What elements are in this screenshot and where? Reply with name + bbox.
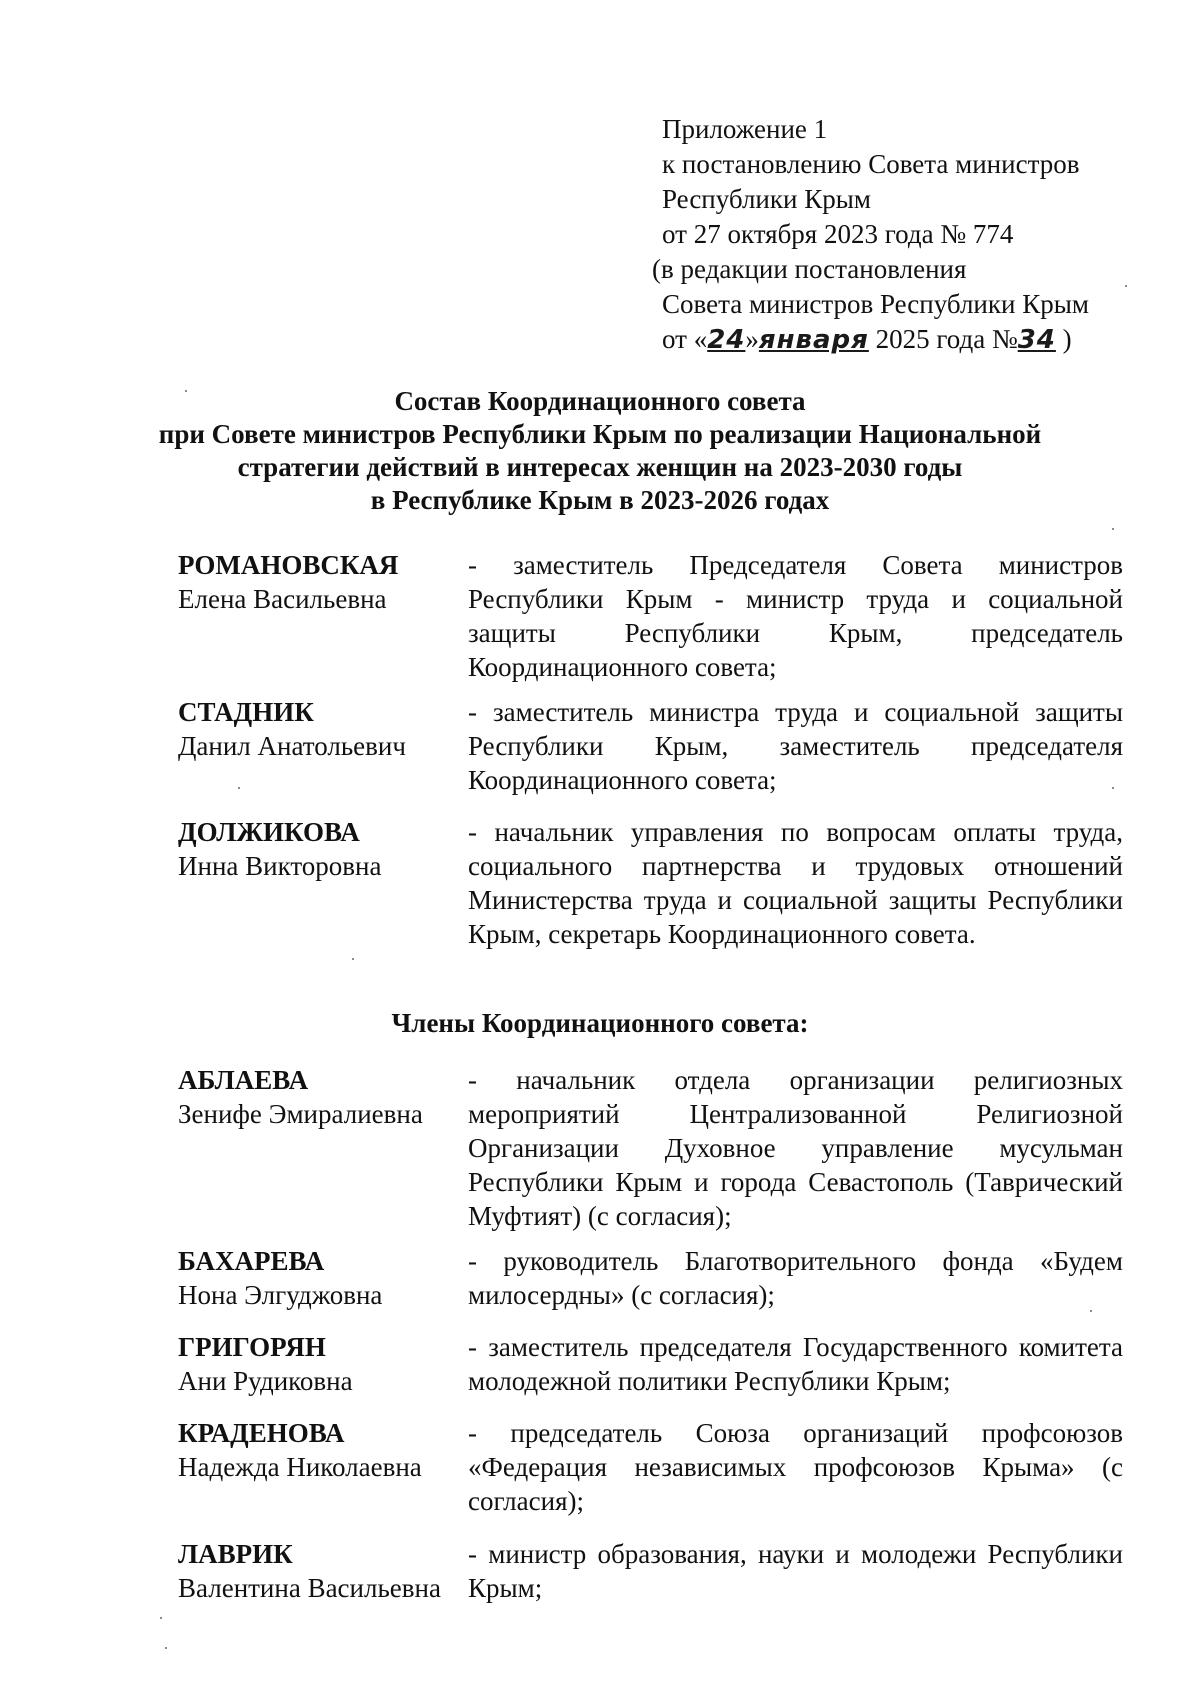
member-name — [178, 815, 468, 883]
member-entry — [178, 815, 1123, 951]
handwritten-month: января — [758, 325, 869, 355]
member-entry — [178, 695, 1123, 797]
member-role: - заместитель председателя Государственного комитета молодежной политики Республики Крым; — [468, 1332, 1123, 1396]
member-role: - заместитель министра труда и социальной защиты Республики Крым, заместитель председателя Координационного совета; — [468, 697, 1123, 795]
date-prefix: от « — [662, 324, 708, 354]
member-given-name: Инна Викторовна — [178, 851, 382, 881]
member-role: - начальник управления по вопросам оплаты труда, социального партнерства и трудовых отношений Министерства труда и социальной защиты Республики Крым, секретарь Координационного совета. — [468, 817, 1123, 949]
handwritten-day: 24 — [707, 325, 746, 355]
member-given-name: Ани Рудиковна — [178, 1366, 353, 1396]
handwritten-number: 34 — [1017, 325, 1056, 355]
scan-speck — [352, 958, 354, 960]
member-role: - председатель Союза организаций профсоюзов «Федерация независимых профсоюзов Крыма» (с согласия); — [468, 1418, 1123, 1516]
member-name — [178, 1063, 468, 1131]
member-surname: ГРИГОРЯН — [178, 1332, 326, 1362]
member-given-name: Нона Элгуджовна — [178, 1280, 383, 1310]
date-mid: » — [745, 324, 759, 354]
member-given-name: Зенифе Эмиралиевна — [178, 1099, 423, 1129]
date-year: 2025 года № — [868, 324, 1018, 354]
member-entry — [178, 1244, 1123, 1312]
member-name — [178, 1416, 468, 1484]
member-name — [178, 1244, 468, 1312]
date-suffix: ) — [1055, 324, 1072, 354]
member-role: - руководитель Благотворительного фонда «Будем милосердны» (с согласия); — [468, 1246, 1123, 1310]
scan-speck — [238, 787, 240, 789]
appendix-line: Приложение 1 — [662, 114, 828, 144]
members-heading: Члены Координационного совета: — [391, 1008, 809, 1038]
scan-speck — [1112, 787, 1114, 789]
member-surname: КРАДЕНОВА — [178, 1418, 345, 1448]
member-given-name: Валентина Васильевна — [178, 1573, 441, 1603]
scan-speck — [1090, 1310, 1092, 1312]
member-given-name: Елена Васильевна — [178, 584, 387, 614]
title-line: в Республике Крым в 2023-2026 годах — [370, 485, 830, 515]
document-title — [150, 385, 1050, 517]
appendix-date-line — [662, 322, 1162, 358]
scan-speck — [160, 1617, 162, 1619]
scan-speck — [1112, 528, 1114, 530]
member-surname: СТАДНИК — [178, 697, 314, 727]
member-surname: БАХАРЕВА — [178, 1246, 325, 1276]
member-name — [178, 1330, 468, 1398]
member-surname: АБЛАЕВА — [178, 1065, 309, 1095]
title-line: Состав Координационного совета — [394, 386, 806, 416]
appendix-line: от 27 октября 2023 года № 774 — [662, 219, 1014, 249]
appendix-line: Совета министров Республики Крым — [662, 289, 1089, 319]
title-line: при Совете министров Республики Крым по реализации Национальной — [158, 419, 1042, 449]
member-surname: ЛАВРИК — [178, 1539, 293, 1569]
scan-speck — [1125, 285, 1127, 287]
member-entry — [178, 1330, 1123, 1398]
member-given-name: Данил Анатольевич — [178, 731, 406, 761]
appendix-line: к постановлению Совета министров — [662, 149, 1080, 179]
member-entry — [178, 1537, 1123, 1605]
member-role: - заместитель Председателя Совета министров Республики Крым - министр труда и социальной защиты Республики Крым, председатель Координационного совета; — [468, 550, 1123, 682]
member-surname: РОМАНОВСКАЯ — [178, 550, 399, 580]
member-entry — [178, 548, 1123, 684]
member-surname: ДОЛЖИКОВА — [178, 817, 360, 847]
member-entry — [178, 1416, 1123, 1518]
member-role: - министр образования, науки и молодежи Республики Крым; — [468, 1539, 1123, 1603]
title-line: стратегии действий в интересах женщин на 2023-2030 годы — [237, 452, 963, 482]
member-name — [178, 548, 468, 616]
scan-speck — [185, 390, 187, 392]
scan-speck — [165, 1647, 167, 1649]
appendix-line: (в редакции постановления — [652, 254, 967, 284]
appendix-line: Республики Крым — [662, 184, 871, 214]
member-name — [178, 695, 468, 763]
member-given-name: Надежда Николаевна — [178, 1452, 422, 1482]
member-role: - начальник отдела организации религиозных мероприятий Централизованной Религиозной Организации Духовное управление мусульман Республики Крым и города Севастополь (Таврический Муфтият) (с согласия); — [468, 1065, 1123, 1231]
member-name — [178, 1537, 468, 1605]
member-entry — [178, 1063, 1123, 1233]
appendix-header — [652, 112, 1162, 358]
